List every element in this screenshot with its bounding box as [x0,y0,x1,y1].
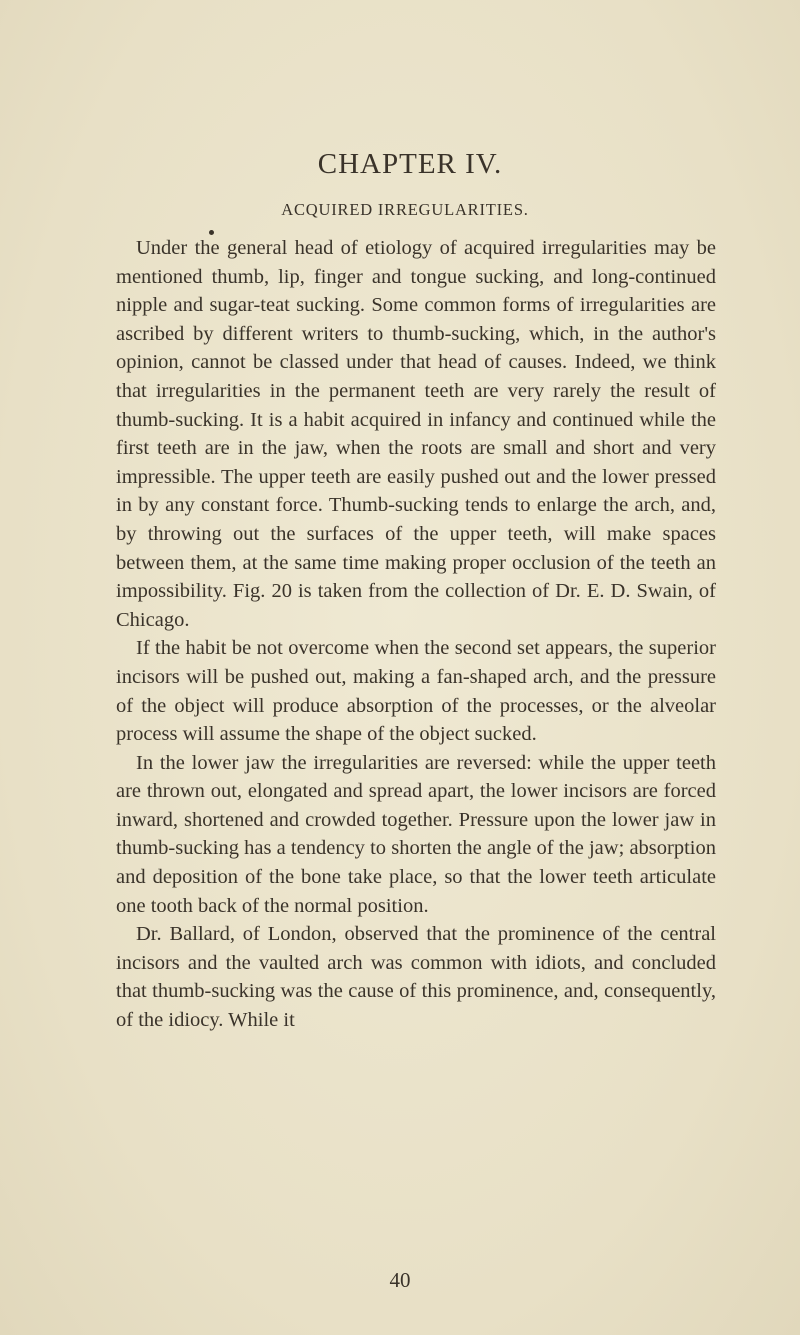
chapter-title: CHAPTER IV. [317,148,503,180]
paragraph: In the lower jaw the irregularities are reversed: while the upper teeth are thrown out, elongated and spread apart, the lower incisors are forced inward, shortened and crowded together. Pressure upon the lower jaw in thumb-sucking has a tendency to shorten the angle of the jaw; absorption and deposition of the bone take place, so that the lower teeth articulate one tooth back of the normal position. [116,751,716,917]
page-number: 40 [389,1268,411,1292]
paragraph: Dr. Ballard, of London, observed that the prominence of the central incisors and the vaulted arch was common with idiots, and concluded that thumb-sucking was the cause of this prominence, and, consequently, of the idiocy. While it [116,923,716,1032]
paragraph: Under the general head of etiology of acquired irregularities may be mentioned thumb, lip, finger and tongue sucking, and long-continued nipple and sugar-teat sucking. Some common forms of irregularities are ascribed by different writers to thumb-sucking, which, in the author's opinion, cannot be classed under that head of causes. Indeed, we think that irregularities in the permanent teeth are very rarely the result of thumb-sucking. It is a habit acquired in infancy and continued while the first teeth are in the jaw, when the roots are small and short and very impressible. The upper teeth are easily pushed out and the lower pressed in by any constant force. Thumb-sucking tends to enlarge the arch, and, by throwing out the surfaces of the upper teeth, will make spaces between them, at the same time making proper occlusion of the teeth an impossibility. Fig. 20 is taken from the collection of Dr. E. D. Swain, of Chicago. [116,237,716,631]
body-text [116,234,716,1035]
paragraph: If the habit be not overcome when the second set appears, the superior incisors will be pushed out, making a fan-shaped arch, and the pressure of the object will produce absorption of the processes, or the alveolar process will assume the shape of the object sucked. [116,637,716,746]
section-title: ACQUIRED IRREGULARITIES. [281,200,529,219]
